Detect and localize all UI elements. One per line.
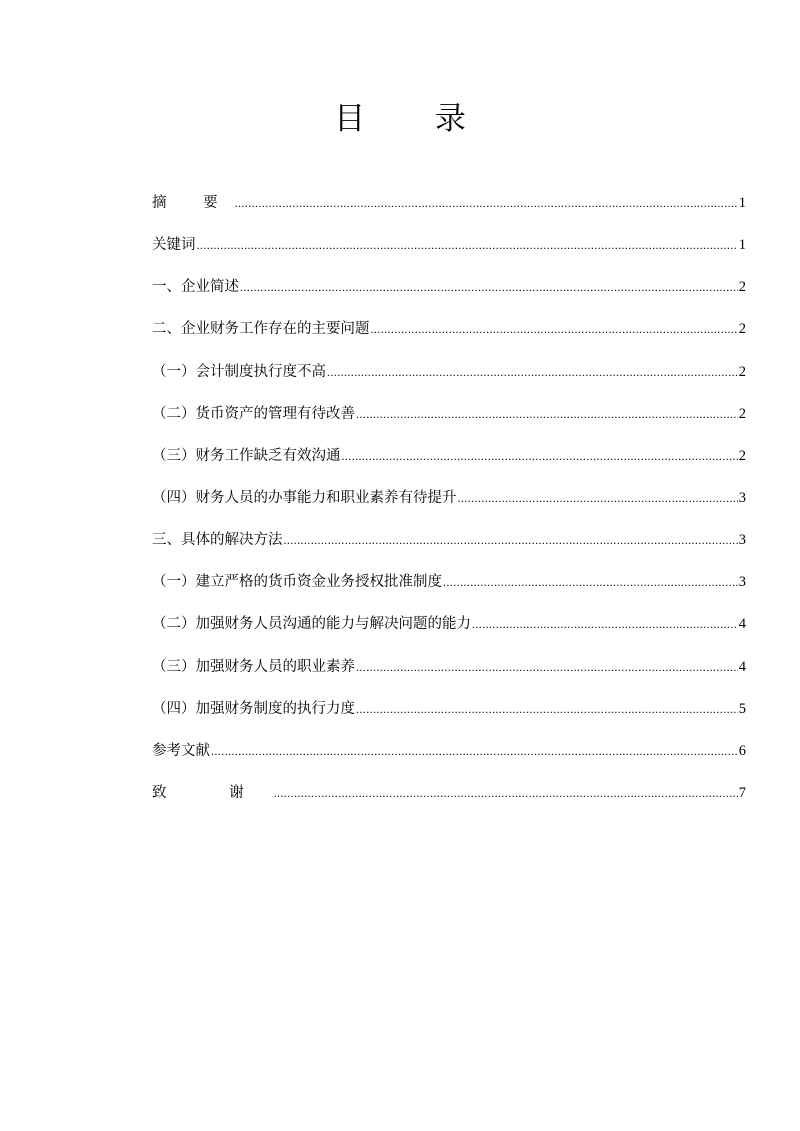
page-title: 目 录 xyxy=(334,101,496,137)
toc-dot-leader xyxy=(356,699,738,719)
toc-entry-section-2-2 xyxy=(152,404,746,446)
toc-entry-section-2 xyxy=(152,319,746,361)
toc-entry-section-3-2 xyxy=(152,614,746,656)
toc-page-number: 7 xyxy=(738,784,746,801)
toc-entry-label: 二、企业财务工作存在的主要问题 xyxy=(152,321,370,338)
toc-dot-leader xyxy=(284,530,738,550)
toc-dot-leader xyxy=(274,783,738,803)
toc-dot-leader xyxy=(472,614,738,634)
toc-page-number: 3 xyxy=(738,532,746,549)
toc-entry-label: 摘 要 xyxy=(152,195,234,211)
toc-page-number: 2 xyxy=(738,447,746,464)
toc-dot-leader xyxy=(342,446,738,466)
toc-entry-section-3 xyxy=(152,530,746,572)
table-of-contents xyxy=(152,193,746,825)
toc-page-number: 4 xyxy=(738,616,746,633)
toc-entry-label: 一、企业简述 xyxy=(152,279,239,296)
toc-dot-leader xyxy=(356,404,738,424)
toc-page-number: 1 xyxy=(738,237,746,254)
toc-dot-leader xyxy=(235,193,738,213)
toc-page-number: 3 xyxy=(738,574,746,591)
toc-entry-acknowledgements xyxy=(152,783,746,825)
toc-entry-abstract xyxy=(152,193,746,235)
toc-page-number: 3 xyxy=(738,489,746,506)
toc-entry-section-3-4 xyxy=(152,699,746,741)
toc-page-number: 2 xyxy=(738,405,746,422)
toc-entry-section-2-1 xyxy=(152,362,746,404)
toc-dot-leader xyxy=(197,235,738,255)
toc-entry-label: 致 谢 xyxy=(152,784,273,801)
toc-entry-section-2-4 xyxy=(152,488,746,530)
toc-entry-label: 关键词 xyxy=(152,237,196,254)
toc-dot-leader xyxy=(211,741,738,761)
toc-entry-label: （三）加强财务人员的职业素养 xyxy=(152,658,355,675)
toc-entry-references xyxy=(152,741,746,783)
toc-page-number: 2 xyxy=(738,279,746,296)
toc-entry-label: 参考文献 xyxy=(152,742,210,759)
toc-entry-label: （一）会计制度执行度不高 xyxy=(152,363,326,380)
toc-entry-label: （二）货币资产的管理有待改善 xyxy=(152,405,355,422)
toc-entry-section-3-1 xyxy=(152,572,746,614)
toc-dot-leader xyxy=(240,277,738,297)
toc-dot-leader xyxy=(458,488,738,508)
toc-entry-keywords xyxy=(152,235,746,277)
toc-entry-label: （四）财务人员的办事能力和职业素养有待提升 xyxy=(152,489,457,506)
toc-entry-label: （二）加强财务人员沟通的能力与解决问题的能力 xyxy=(152,616,471,633)
toc-dot-leader xyxy=(327,362,738,382)
toc-dot-leader xyxy=(356,657,738,677)
toc-page-number: 6 xyxy=(738,742,746,759)
toc-entry-section-2-3 xyxy=(152,446,746,488)
toc-page-number: 1 xyxy=(738,195,746,211)
toc-entry-section-3-3 xyxy=(152,657,746,699)
toc-dot-leader xyxy=(371,319,738,339)
toc-page-number: 2 xyxy=(738,321,746,338)
toc-page-number: 2 xyxy=(738,363,746,380)
toc-entry-section-1 xyxy=(152,277,746,319)
toc-entry-label: （一）建立严格的货币资金业务授权批准制度 xyxy=(152,574,442,591)
toc-dot-leader xyxy=(443,572,738,592)
toc-page-number: 5 xyxy=(738,700,746,717)
toc-page-number: 4 xyxy=(738,658,746,675)
toc-entry-label: 三、具体的解决方法 xyxy=(152,532,283,549)
toc-entry-label: （四）加强财务制度的执行力度 xyxy=(152,700,355,717)
toc-entry-label: （三）财务工作缺乏有效沟通 xyxy=(152,447,341,464)
